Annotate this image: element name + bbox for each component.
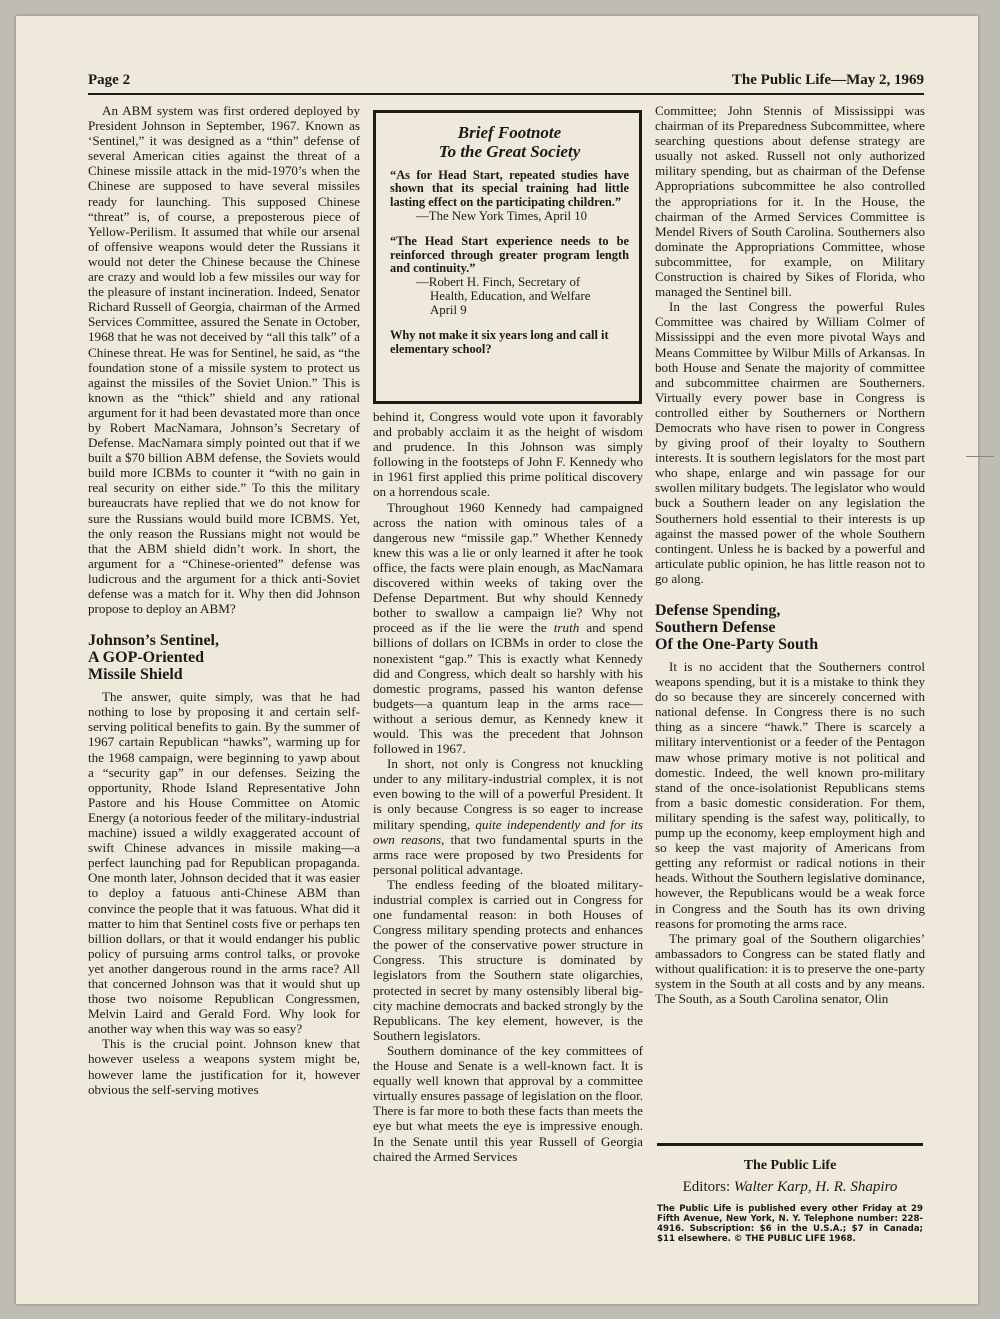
page-number: Page 2 [88, 72, 131, 88]
paragraph: The answer, quite simply, was that he had nothing to lose by proposing it and certain self-serving political benefits to gain. By the summer of 1967 cartain Republican “hawks”, warming up for the 1968 campaign, were beginning to yawp about a “security gap” in our defenses. Seizing the opportunity, Rhode Island Representative John Pastore and his House Committee on Atomic Energy (a notorious feeder of the military-industrial machine) issued a wildly exaggerated account of swift Chinese advances in missile making—a perfect launching pad for Republican propaganda. One month later, Johnson decided that it was easier to deploy a fatuous anti-Chinese ABM than convince the people that it was fatuous. What did it matter to him that Sentinel costs five or perhaps ten billion dollars, or that it would endanger his public policy of pursuing arms control talks, or provoke yet another dangerous round in the arms race? All that concerned Johnson was that it would shut up those two noisome Republican Congressmen, Melvin Laird and Gerald Ford. Why look for another way when this way was so easy? [88, 689, 360, 1037]
footnote-attribution: —Robert H. Finch, Secretary of Health, Education, and Welfare April 9 [416, 275, 591, 318]
paragraph: The endless feeding of the bloated military-industrial complex is carried out in Congress for one fundamental reason: in both Houses of Congress military spending protects and enhances the power of the conservative power structure in Congress. This structure is dominated by legislators from the Southern state oligarchies, protected in secret by many ostensibly liberal big-city machine democrats and backed strongly by the Republicans. The key element, however, is the Southern legislators. [373, 876, 643, 1043]
paragraph: It is no accident that the Southerners control weapons spending, but it is a mistake to think they do so because they are sincerely concerned with national defense. In Congress there is no such thing as a sincere “hawk.” There is scarcely a military interventionist or a feeder of the Pentagon maw whose primary motive is not political and domestic. Indeed, the well known pro-military stand of the once-isolationist Republicans stems from a basic domestic consideration. For them, military spending is the safest way, politically, to pump up the economy, keep employment high and so keep the vast majority of Americans from getting any reformist or radical notions in their heads. Without the Southern legislative dominance, however, the Republicans would be a weak force in Congress and the South has its own driving reasons for promoting the arms race. [655, 659, 925, 931]
footnote-quote: “As for Head Start, repeated studies have shown that its special training had little lasting effect on the participating children.” [390, 168, 629, 209]
column-1 [88, 103, 360, 1097]
paragraph: Southern dominance of the key committees of the House and Senate is a well-known fact. It is equally well known that approval by a committee virtually ensures passage of legislation on the floor. There is far more to both these facts than meets the eye but what meets the eye is impressive enough. In the Senate until this year Russell of Georgia chaired the Armed Services [373, 1042, 643, 1164]
footnote-title: Brief Footnote To the Great Society [438, 123, 581, 161]
margin-pencil-mark [966, 456, 994, 457]
paragraph: behind it, Congress would vote upon it favorably and probably acclaim it as the height of wisdom and prudence. In this Johnson was simply following in the footsteps of John F. Kennedy who in 1961 first applied this prime political discovery on a horrendous scale. [373, 409, 643, 500]
paragraph: In the last Congress the powerful Rules Committee was chaired by William Colmer of Mississippi and the even more pivotal Ways and Means Committee by Wilbur Mills of Arkansas. In both House and Senate the majority of committee and subcommittee chairmen are Southerners. Virtually every power base in Congress is controlled either by Southerners or Northern Democrats who have risen to power in Congress by giving proof of their loyalty to Southern interests. It is southern legislators for the most part who shape, enlarge and win passage for our swollen military budgets. The legislator who would buck a Southern leader on any legislation the Southerners hold essential to their interests is up against the massed power of the whole Southern contingent. Unless he is backed by a powerful and articulate public opinion, he has little reason not to go along. [655, 299, 925, 586]
masthead-editors: Editors: Walter Karp, H. R. Shapiro [682, 1179, 898, 1195]
section-heading-johnsons-sentinel: Johnson’s Sentinel, A GOP-Oriented Missile Shield [88, 632, 219, 684]
newspaper-page [16, 16, 978, 1304]
paragraph: Throughout 1960 Kennedy had campaigned across the nation with ominous tales of a dangerous new “missile gap.” Whether Kennedy knew this was a lie or only learned it after he took office, the facts were plain enough, as MacNamara discovered within weeks of taking over the Defense Department. But why should Kennedy bother to swallow a campaign lie? Why not proceed as if the lie were the truth and spend billions of dollars on ICBMs in order to close the nonexistent “gap.” This is exactly what Kennedy did and Congress, which dealt so harshly with his domestic programs, passed his wanton defense budgets—a quantum leap in the arms race—without a serious demur, as Kennedy knew it would. This was the precedent that Johnson followed in 1967. [373, 499, 643, 757]
masthead [657, 1143, 923, 1244]
publication-dateline: The Public Life—May 2, 1969 [731, 72, 924, 88]
section-heading-defense-spending: Defense Spending, Southern Defense Of the One-Party South [655, 602, 819, 653]
paragraph: The primary goal of the Southern oligarchies’ ambassadors to Congress can be stated flatly and without qualification: it is to preserve the one-party system in the South at all costs and by any means. The South, as a South Carolina senator, Olin [655, 930, 925, 1007]
footnote-attribution: —The New York Times, April 10 [416, 209, 588, 224]
masthead-publication-info: The Public Life is published every other Friday at 29 Fifth Avenue, New York, N. Y. Telephone number: 228-4916. Subscription: $6 in the U.S.A.; $7 in Canada; $11 elsewhere. © THE PUBLIC LIFE 1968. [657, 1204, 923, 1244]
header-rule [88, 93, 924, 95]
footnote-closing: Why not make it six years long and call it elementary school? [390, 328, 609, 357]
paragraph: In short, not only is Congress not knuckling under to any military-industrial complex, it is not even bowing to the will of a powerful President. It is only because Congress is so eager to increase military spending, quite independently and for its own reasons, that two fundamental spurts in the arms race were proposed by two Presidents for personal political advantage. [373, 756, 643, 877]
paragraph: An ABM system was first ordered deployed by President Johnson in September, 1967. Known as ‘Sentinel,” it was designed as a “thin” defense of several American cities against the threat of a Chinese missile attack in the mid-1970’s when the Chinese are supposed to have several missiles ready for launching. This supposed Chinese “threat” is, of course, a preposterous piece of Yellow-Perilism. It assumed that while our arsenal of offensive weapons would deter the Russians it would not deter the Chinese because the Chinese are crazy and would lob a few missiles our way for the pleasure of instant incineration. Indeed, Senator Richard Russell of Georgia, chairman of the Armed Services Committee, assured the Senate in October, 1968 that he was not deceived by “all this talk” of a Chinese threat. He was for Sentinel, he said, as “the foundation stone of a missile system to protect us against the missiles of the Soviet Union.” This is known as the “thick” shield and any rational argument for it had been devastated more than once by Robert MacNamara, Johnson’s Secretary of Defense. MacNamara simply pointed out that if we built a $70 billion ABM defense, the Soviets would build more ICBMs to counter it “with no gain in real security on either side.” To this the military bureaucrats have replied that we do not know for sure the Russians would build more ICBMS. Yet, the only reason the Russians might not would be that the ABM shield didn’t work. In short, the argument for a “Chinese-oriented” defense was ludicrous and the argument for a thick anti-Soviet defense was a match for it. Why then did Johnson propose to deploy an ABM? [88, 103, 360, 617]
column-2 [373, 409, 643, 1164]
masthead-title: The Public Life [743, 1158, 837, 1173]
footnote-quote: “The Head Start experience needs to be reinforced through greater program length and continuity.” [390, 234, 629, 276]
paragraph: Committee; John Stennis of Mississippi was chairman of its Preparedness Subcommittee, where searching questions about defense strategy are usually not asked. Russell not only authorized military spending, but as chairman of the Defense Appropriations subcommittee he also controlled the appropriations for it. In the House, the chairman of the Armed Services Committee is Mendel Rivers of South Carolina. Southerners also dominate the Appropriations Committee, whose subcommittee, for example, on Military Construction is chaired by Sikes of Florida, who managed the Sentinel bill. [655, 103, 925, 300]
paragraph: This is the crucial point. Johnson knew that however useless a weapons system might be, however lame the justification for it, however obvious the self-serving motives [88, 1036, 360, 1097]
brief-footnote-box [373, 110, 642, 404]
column-3 [655, 103, 925, 1006]
